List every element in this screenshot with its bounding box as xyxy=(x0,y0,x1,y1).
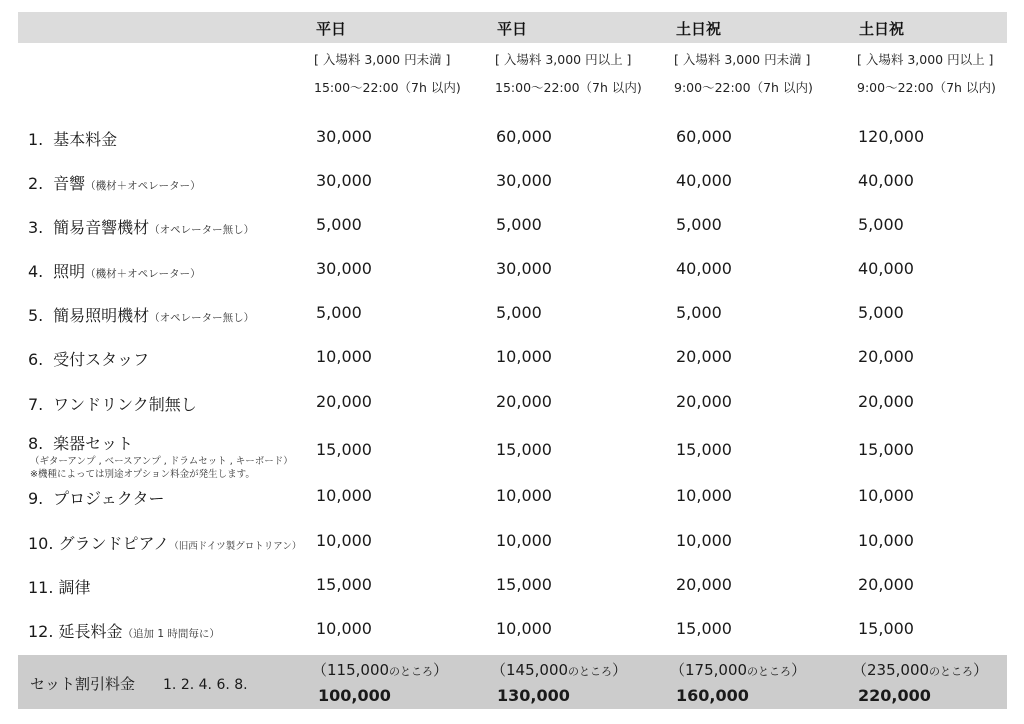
price-cell: 10,000 xyxy=(316,347,372,366)
price-cell: 10,000 xyxy=(316,486,372,505)
price-cell: 20,000 xyxy=(676,347,732,366)
row-label-no-one-drink xyxy=(28,392,197,415)
row-number: 7. xyxy=(28,395,44,414)
price-cell: 10,000 xyxy=(858,486,914,505)
price-cell: 5,000 xyxy=(676,215,722,234)
row-title: 基本料金 xyxy=(53,130,118,149)
row-title: グランドピアノ xyxy=(58,534,170,553)
price-cell: 40,000 xyxy=(858,259,914,278)
row-number: 5. xyxy=(28,306,44,325)
row-number: 9. xyxy=(28,489,44,508)
row-title: 簡易照明機材 xyxy=(53,306,150,325)
original-price-suffix: のところ xyxy=(929,665,974,678)
price-cell: 20,000 xyxy=(858,347,914,366)
price-cell: 5,000 xyxy=(496,303,542,322)
row-note: （旧西ドイツ製グロトリアン） xyxy=(169,541,302,552)
price-cell: 20,000 xyxy=(858,575,914,594)
price-cell: 5,000 xyxy=(496,215,542,234)
set-discount-items: 1. 2. 4. 6. 8. xyxy=(163,677,248,693)
price-cell: 15,000 xyxy=(316,575,372,594)
column-hours: 15:00〜22:00（7h 以内) xyxy=(314,80,461,95)
original-price: （175,000のところ） xyxy=(670,661,807,679)
row-number: 1. xyxy=(28,130,44,149)
row-number: 3. xyxy=(28,218,44,237)
row-label-simple-lighting xyxy=(28,303,254,326)
row-label-lighting xyxy=(28,259,201,282)
row-label-instrument-set xyxy=(28,431,133,454)
price-cell: 40,000 xyxy=(858,171,914,190)
row-note: （機材＋オペレーター） xyxy=(85,268,201,280)
discounted-price: 220,000 xyxy=(858,686,931,705)
price-cell: 30,000 xyxy=(316,171,372,190)
price-cell: 15,000 xyxy=(496,440,552,459)
row-number: 6. xyxy=(28,350,44,369)
row-label-projector xyxy=(28,486,164,509)
price-cell: 30,000 xyxy=(316,127,372,146)
original-price-suffix: のところ xyxy=(568,665,613,678)
row-title: 楽器セット xyxy=(53,434,134,453)
row-title: 音響 xyxy=(53,174,86,193)
row-label-extension-fee xyxy=(28,619,220,642)
column-condition: [ 入場料 3,000 円以上 ] xyxy=(495,52,632,67)
column-hours: 9:00〜22:00（7h 以内) xyxy=(857,80,996,95)
price-cell: 30,000 xyxy=(496,259,552,278)
price-cell: 20,000 xyxy=(676,392,732,411)
row-label-grand-piano xyxy=(28,531,301,554)
row-note: （追加 1 時間毎に） xyxy=(122,628,220,640)
price-cell: 5,000 xyxy=(858,303,904,322)
price-cell: 10,000 xyxy=(316,531,372,550)
price-cell: 5,000 xyxy=(676,303,722,322)
price-cell: 30,000 xyxy=(496,171,552,190)
column-head-weekday-over: 平日 xyxy=(497,20,528,38)
price-cell: 15,000 xyxy=(858,440,914,459)
row-title: 受付スタッフ xyxy=(53,350,150,369)
price-cell: 10,000 xyxy=(676,531,732,550)
price-cell: 10,000 xyxy=(316,619,372,638)
price-cell: 10,000 xyxy=(496,486,552,505)
row-number: 11. xyxy=(28,578,54,597)
price-cell: 30,000 xyxy=(316,259,372,278)
price-cell: 5,000 xyxy=(858,215,904,234)
price-cell: 15,000 xyxy=(858,619,914,638)
row-number: 8. xyxy=(28,434,44,453)
price-cell: 20,000 xyxy=(676,575,732,594)
column-condition: [ 入場料 3,000 円未満 ] xyxy=(314,52,451,67)
price-cell: 40,000 xyxy=(676,259,732,278)
price-cell: 20,000 xyxy=(858,392,914,411)
price-cell: 120,000 xyxy=(858,127,925,146)
price-cell: 10,000 xyxy=(496,619,552,638)
set-discount-title: セット割引料金 xyxy=(30,675,136,693)
row-note: （オペレーター無し） xyxy=(149,224,255,236)
column-hours: 15:00〜22:00（7h 以内) xyxy=(495,80,642,95)
original-price: （145,000のところ） xyxy=(491,661,628,679)
original-price-suffix: のところ xyxy=(389,665,434,678)
column-head-weekday-under: 平日 xyxy=(316,20,347,38)
price-cell: 10,000 xyxy=(858,531,914,550)
original-price-value: 235,000 xyxy=(867,661,930,679)
price-cell: 15,000 xyxy=(676,440,732,459)
row-title: 調律 xyxy=(58,578,91,597)
instrument-note-disclaimer: ※機種によっては別途オプション料金が発生します。 xyxy=(30,469,255,480)
price-cell: 60,000 xyxy=(496,127,552,146)
price-cell: 60,000 xyxy=(676,127,732,146)
original-price: （235,000のところ） xyxy=(852,661,989,679)
row-number: 2. xyxy=(28,174,44,193)
row-label-tuning xyxy=(28,575,91,598)
row-title: 照明 xyxy=(53,262,86,281)
price-cell: 20,000 xyxy=(496,392,552,411)
price-cell: 20,000 xyxy=(316,392,372,411)
row-note: （機材＋オペレーター） xyxy=(85,180,201,192)
instrument-note-list: （ギターアンプ , ベースアンプ , ドラムセット , キーボード） xyxy=(30,456,293,467)
original-price: （115,000のところ） xyxy=(312,661,449,679)
column-head-holiday-under: 土日祝 xyxy=(676,20,722,38)
row-number: 10. xyxy=(28,534,54,553)
discounted-price: 160,000 xyxy=(676,686,749,705)
price-cell: 10,000 xyxy=(496,347,552,366)
price-cell: 5,000 xyxy=(316,215,362,234)
row-title: ワンドリンク制無し xyxy=(53,395,197,414)
price-cell: 5,000 xyxy=(316,303,362,322)
discounted-price: 100,000 xyxy=(318,686,391,705)
price-cell: 10,000 xyxy=(676,486,732,505)
row-title: プロジェクター xyxy=(53,489,165,508)
row-title: 延長料金 xyxy=(58,622,123,641)
price-cell: 15,000 xyxy=(316,440,372,459)
row-label-basic-fee xyxy=(28,127,117,150)
column-condition: [ 入場料 3,000 円以上 ] xyxy=(857,52,994,67)
column-hours: 9:00〜22:00（7h 以内) xyxy=(674,80,813,95)
row-label-simple-sound xyxy=(28,215,254,238)
column-condition: [ 入場料 3,000 円未満 ] xyxy=(674,52,811,67)
original-price-value: 175,000 xyxy=(685,661,748,679)
row-note: （オペレーター無し） xyxy=(149,312,255,324)
original-price-value: 145,000 xyxy=(506,661,569,679)
price-cell: 15,000 xyxy=(676,619,732,638)
original-price-suffix: のところ xyxy=(747,665,792,678)
set-discount-label xyxy=(30,673,248,694)
row-label-sound xyxy=(28,171,201,194)
original-price-value: 115,000 xyxy=(327,661,390,679)
row-number: 12. xyxy=(28,622,54,641)
row-number: 4. xyxy=(28,262,44,281)
price-cell: 10,000 xyxy=(496,531,552,550)
row-label-reception-staff xyxy=(28,347,149,370)
price-cell: 15,000 xyxy=(496,575,552,594)
column-head-holiday-over: 土日祝 xyxy=(859,20,905,38)
discounted-price: 130,000 xyxy=(497,686,570,705)
row-title: 簡易音響機材 xyxy=(53,218,150,237)
price-cell: 40,000 xyxy=(676,171,732,190)
